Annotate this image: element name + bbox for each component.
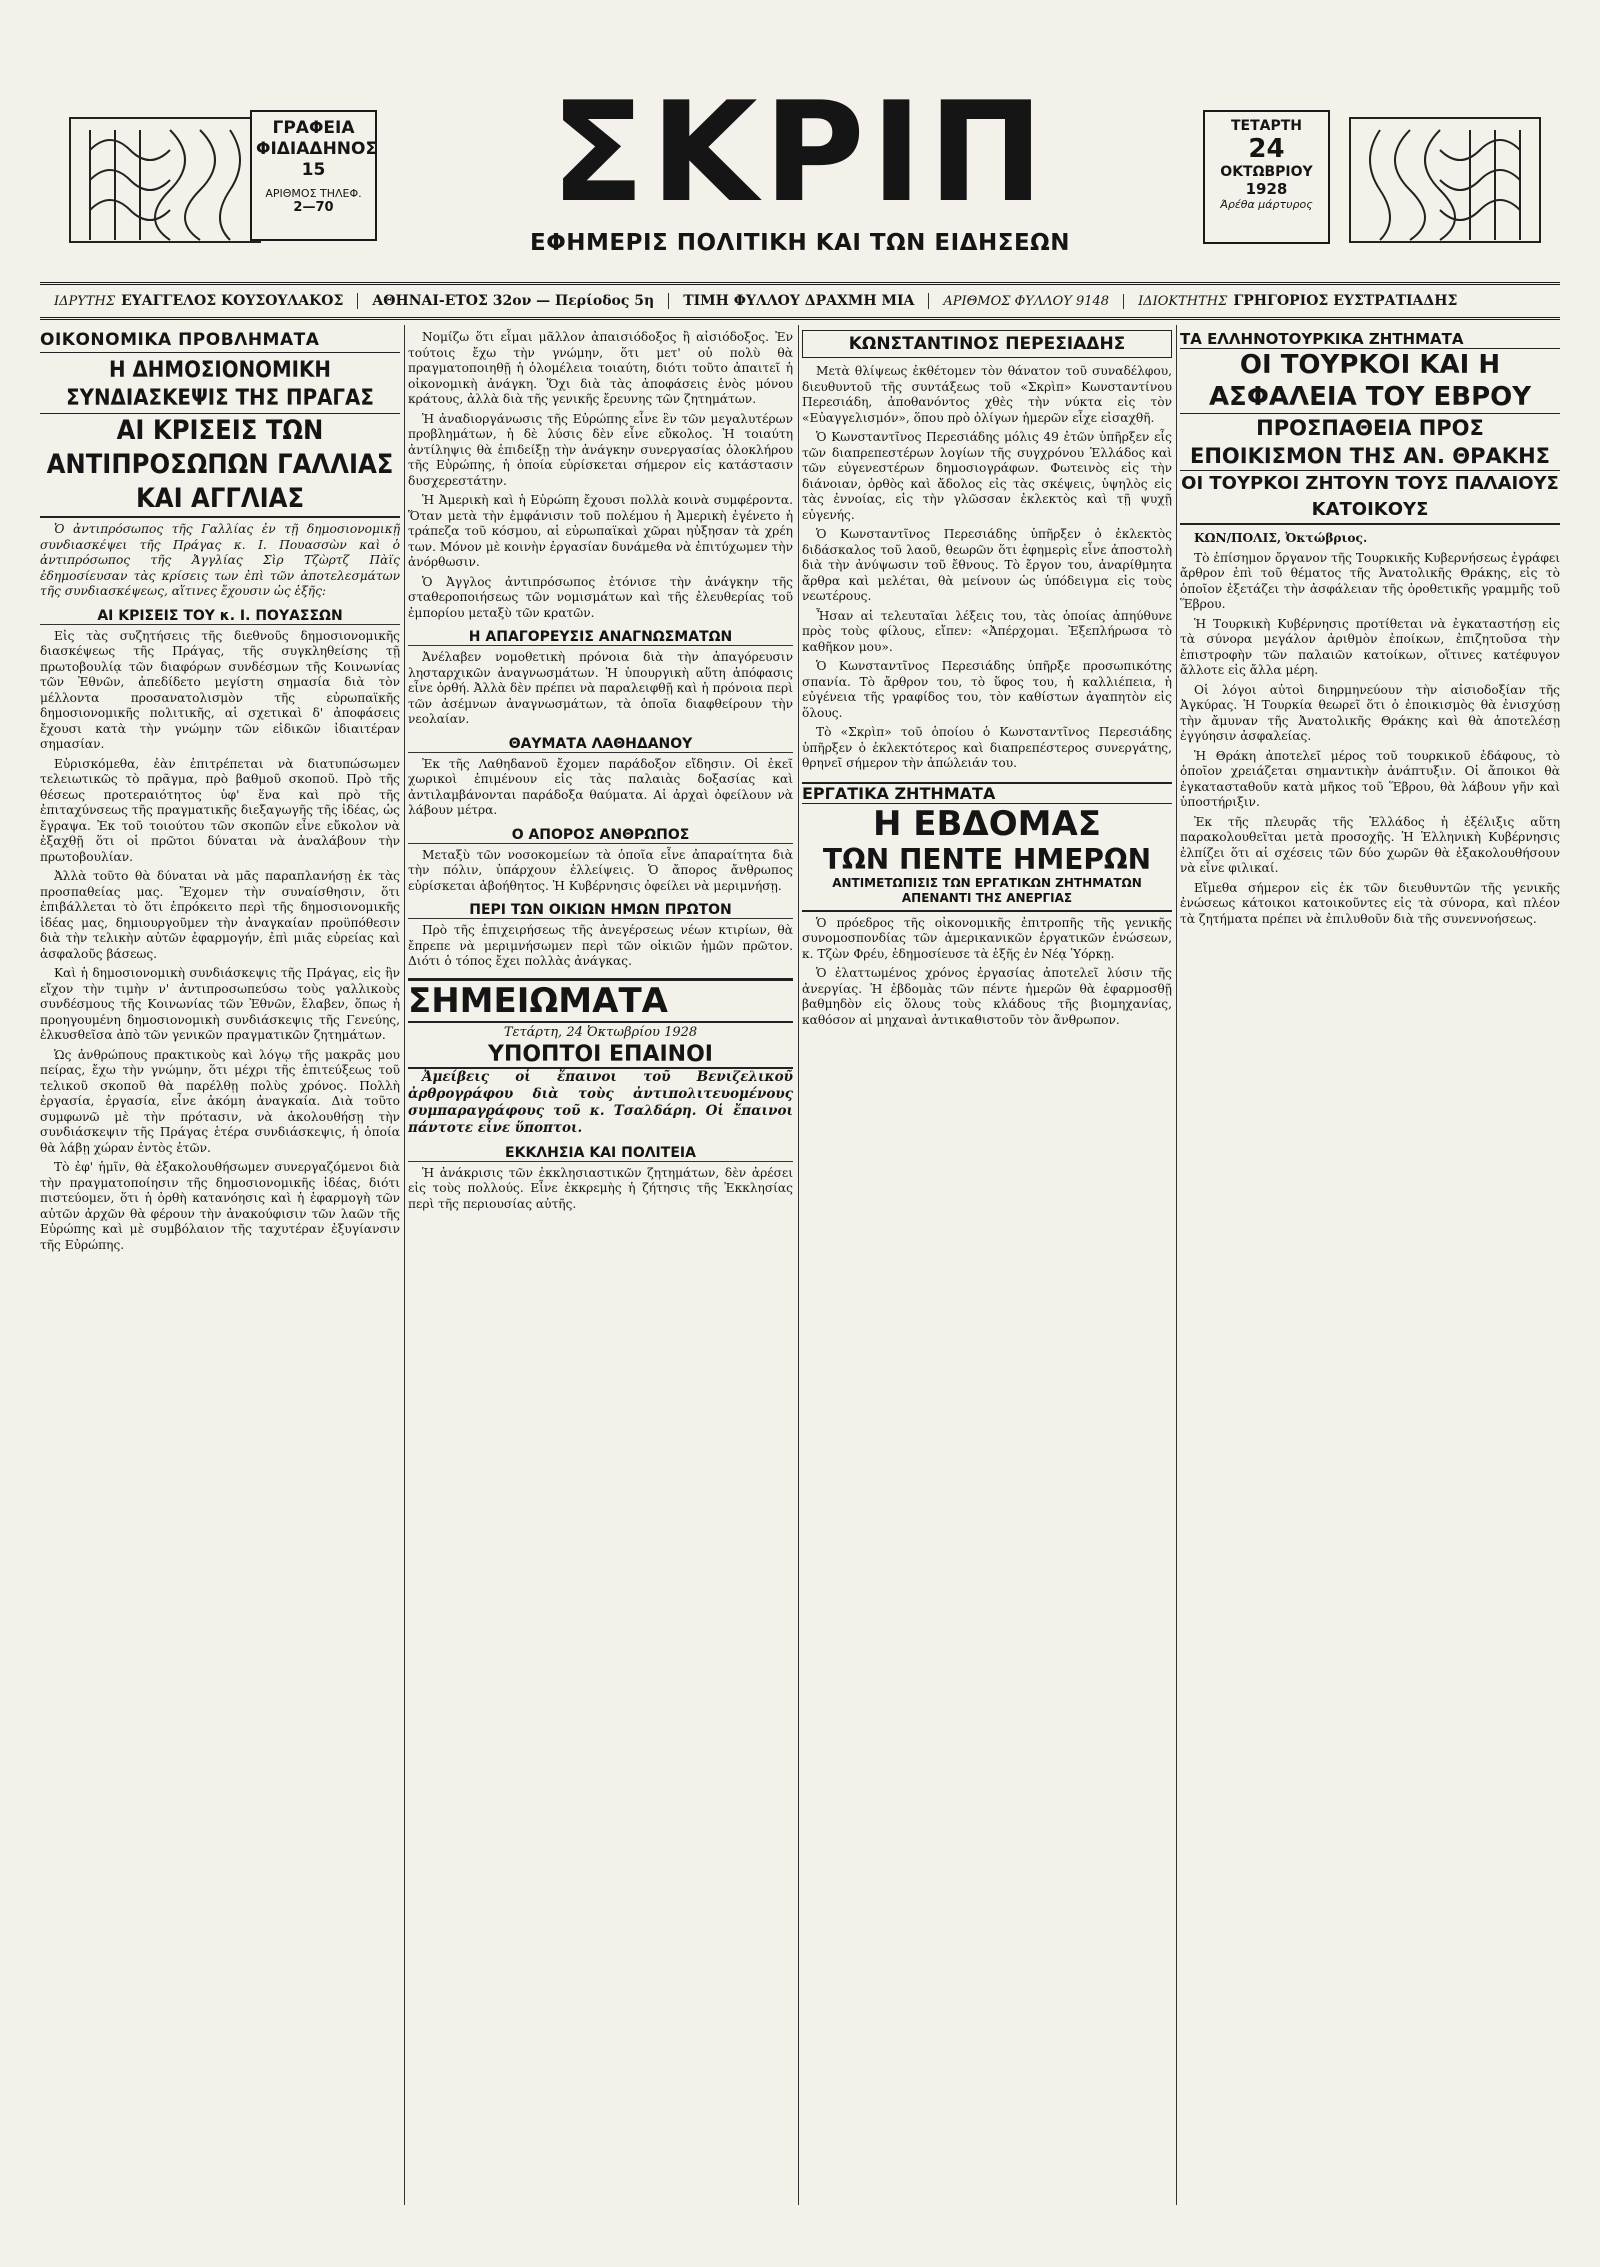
left-ornament-icon [60,110,270,250]
headline: Η ΔΗΜΟΣΙΟΝΟΜΙΚΗ ΣΥΝΔΙΑΣΚΕΨΙΣ ΤΗΣ ΠΡΑΓΑΣ [40,357,400,414]
paragraph: Τὸ ἐφ' ἡμῖν, θὰ ἐξακολουθήσωμεν συνεργαζόμενοι διὰ τὴν πραγματοποίησιν τῆς δημοσιονομικῆς ἰδέας, διότι πιστεύομεν, ὅτι ἡ ὀρθὴ κατανόησις καὶ ἡ ἐφαρμογὴ τῶν αὐτῶν ἀρχῶν θὰ φέρουν τὴν ἀνακούφισιν τῶν λαῶν τῆς Εὐρώπης καὶ μὲ συμβόλαιον τῆς ταχυτέραν ἐξυγίανσιν τῆς Εὐρώπης. [40,1160,400,1252]
paragraph: Ἡ Θράκη ἀποτελεῖ μέρος τοῦ τουρκικοῦ ἐδάφους, τὸ ὁποῖον χρειάζεται σημαντικὴν ἀνάπτυξιν. Οἱ ἄποικοι θὰ ἐγκατασταθοῦν κατὰ μῆκος τοῦ Ἕβρου, θὰ λάβουν γῆν καὶ ὑποστήριξιν. [1180,748,1560,809]
column-divider [798,325,799,2205]
offices-box [250,110,377,241]
section-kicker: ΟΙΚΟΝΟΜΙΚΑ ΠΡΟΒΛΗΜΑΤΑ [40,330,400,353]
month: ΟΚΤΩΒΡΙΟΥ [1220,164,1313,180]
paragraph: Ἐκ τῆς Λαθηδανοῦ ἔχομεν παράδοξον εἴδησιν. Οἱ ἐκεῖ χωρικοὶ ἐπιμένουν εἰς τὰς παλαιὰς δοξασίας καὶ ἀντιλαμβάνονται παράδοξα θαύματα. Αἱ ἀρχαὶ ὀφείλουν νὰ λάβουν μέτρα. [408,756,793,817]
owner [1124,293,1471,309]
paragraph: Ὁ Κωνσταντῖνος Περεσιάδης μόλις 49 ἐτῶν ὑπῆρξεν εἷς τῶν διαπρεπεστέρων λογίων τῆς συγχρόνου Ἑλλάδος καὶ τῶν εὐγενεστέρων δημοσιογράφων. Φωτεινὸς εἰς τὴν διάνοιαν, ὀρθὸς καὶ ἄδολος εἰς τὰς σκέψεις, ὑψηλὸς εἰς τὰς ἐννοίας, εἰς τὴν γλῶσσαν ἐκλεκτὸς καὶ τῇ ψυχῇ εὐγενής. [802,430,1172,522]
paragraph: Ἐκ τῆς πλευρᾶς τῆς Ἑλλάδος ἡ ἐξέλιξις αὕτη παρακολουθεῖται μετὰ προσοχῆς. Ἡ Ἑλληνικὴ Κυβέρνησις ἐλπίζει ὅτι αἱ σχέσεις τῶν δύο χωρῶν θὰ ἐξακολουθήσουν νὰ εἶνε φιλικαί. [1180,814,1560,875]
column-obituary [802,330,1172,1032]
sub-heading: ΑΙ ΚΡΙΣΕΙΣ ΤΟΥ κ. Ι. ΠΟΥΑΣΣΩΝ [40,608,400,625]
article-intro: Ὁ ἀντιπρόσωπος τῆς Γαλλίας ἐν τῇ δημοσιονομικῇ συνδιασκέψει τῆς Πράγας κ. Ι. Πουασσὼν καὶ ὁ ἀντιπρόσωπος τῆς Ἀγγλίας Σὶρ Τζὼρτζ Πὰϊς ἐδημοσίευσαν τὰς κρίσεις των ἐπὶ τῶν ἀποτελεσμάτων τῆς συνδιασκέψεως, αἵτινες ἔχουσιν ὡς ἑξῆς: [40,522,400,598]
headline: ΠΡΟΣΠΑΘΕΙΑ ΠΡΟΣ ΕΠΟΙΚΙΣΜΟΝ ΤΗΣ ΑΝ. ΘΡΑΚΗΣ [1180,414,1560,471]
column-divider [1176,325,1177,2205]
headline: Η ΕΒΔΟΜΑΣ [872,803,1102,844]
sub-heading: Η ΑΠΑΓΟΡΕΥΣΙΣ ΑΝΑΓΝΩΣΜΑΤΩΝ [408,629,793,646]
column-greco-turkish [1180,330,1560,931]
paragraph: Ὁ Κωνσταντῖνος Περεσιάδης ὑπῆρξεν ὁ ἐκλεκτὸς διδάσκαλος τοῦ λαοῦ, θεωρῶν ὅτι ἐφημερὶς εἶνε ἀποστολὴ διὰ τὴν ἀνύψωσιν τοῦ ἔθνους. Τὸ ἔργον του, ἀναρίθμητα ἄρθρα καὶ μελέται, θὰ μείνουν ὡς ὑπόδειγμα εἰς τοὺς νεωτέρους. [802,527,1172,603]
paragraph: Τὸ «Σκρὶπ» τοῦ ὁποίου ὁ Κωνσταντῖνος Περεσιάδης ὑπῆρξεν ὁ ἐκλεκτότερος καὶ διαπρεπέστερος συνεργάτης, θρηνεῖ σήμερον τὴν ἀπώλειάν του. [802,725,1172,770]
newspaper-title: ΣΚΡΙΠ [550,72,1050,233]
sub-heading: ΘΑΥΜΑΤΑ ΛΑΘΗΔΑΝΟΥ [408,736,793,753]
obituary-name: ΚΩΝΣΤΑΝΤΙΝΟΣ ΠΕΡΕΣΙΑΔΗΣ [802,330,1172,358]
paragraph: Ὁ ἐλαττωμένος χρόνος ἐργασίας ἀποτελεῖ λύσιν τῆς ἀνεργίας. Ἡ ἐβδομὰς τῶν πέντε ἡμερῶν θὰ ἐφαρμοσθῇ βαθμηδὸν εἰς ὅλους τοὺς κλάδους τῆς βιομηχανίας, καθόσον αἱ μηχαναὶ ἀντικαθιστοῦν τὸν ἄνθρωπον. [802,966,1172,1027]
sub-heading: Ο ΑΠΟΡΟΣ ΑΝΘΡΩΠΟΣ [408,827,793,844]
paragraph: Ὁ Ἀγγλος ἀντιπρόσωπος ἐτόνισε τὴν ἀνάγκην τῆς σταθεροποιήσεως τῶν νομισμάτων καὶ τῆς ἐλευθερίας τοῦ ἐμπορίου μεταξὺ τῶν κρατῶν. [408,574,793,620]
note-paragraph: Ἀμείβεις οἱ ἔπαινοι τοῦ Βενιζελικοῦ ἀρθρογράφου διὰ τοὺς ἀντιπολιτευομένους συμπαραγράφους τοῦ κ. Τσαλδάρη. Οἱ ἔπαινοι πάντοτε εἶνε ὕποπτοι. [408,1068,793,1136]
paragraph: Ἀνέλαβεν νομοθετικὴ πρόνοια διὰ τὴν ἀπαγόρευσιν λησταρχικῶν ἀναγνωσμάτων. Ἡ ὑπουργικὴ αὕτη ἀπόφασις εἶνε ὀρθή. Ἀλλὰ δὲν πρέπει νὰ παραλειφθῇ καὶ ἡ πρόνοια περὶ τῶν ἀσέμνων ἀναγνωσμάτων, τὰ ὁποῖα διαφθείρουν τὴν νεολαίαν. [408,650,793,726]
offices-label: ΓΡΑΦΕΙΑ [272,118,355,138]
sub-headline: ΑΝΤΙΜΕΤΩΠΙΣΙΣ ΤΩΝ ΕΡΓΑΤΙΚΩΝ ΖΗΤΗΜΑΤΩΝ ΑΠΕΝΑΝΤΙ ΤΗΣ ΑΝΕΡΓΙΑΣ [802,876,1172,912]
note-headline: ΥΠΟΠΤΟΙ ΕΠΑΙΝΟΙ [408,1042,793,1069]
dateline: ΚΩΝ/ΠΟΛΙΣ, Ὀκτώβριος. [1194,531,1368,545]
masthead [30,72,1570,270]
section-kicker: ΤΑ ΕΛΛΗΝΟΤΟΥΡΚΙΚΑ ΖΗΤΗΜΑΤΑ [1180,330,1560,349]
founder-name: ΕΥΑΓΓΕΛΟΣ ΚΟΥΣΟΥΛΑΚΟΣ [121,293,344,309]
paragraph: Ἀλλὰ τοῦτο θὰ δύναται νὰ μᾶς παραπλανήσῃ ἐκ τὰς προσπαθείας μας. Ἔχομεν τὴν συναίσθησιν, ὅτι ἐπιβάλλεται τὸ ὅτι ἐπρόκειτο περὶ τῆς δημοσιονομικῆς ἰδέας μας, δημιουργοῦμεν τὴν ἀναγκαίαν προϋπόθεσιν διὰ τὴν τελικὴν αὐτῶν ἐφαρμογήν, ἐπὶ μιᾶς εὐρείας καὶ ἀσφαλοῦς βάσεως. [40,869,400,961]
info-bar [40,282,1560,320]
founder-label: ΙΔΡΥΤΗΣ [54,294,116,309]
paragraph: Μετὰ θλίψεως ἐκθέτομεν τὸν θάνατον τοῦ συναδέλφου, διευθυντοῦ τῆς συντάξεως τοῦ «Σκρὶπ» Κωνσταντίνου Περεσιάδη, ἀποθανόντος χθὲς τὴν νύκτα εἰς τὸν «Εὐαγγελισμόν», ὅπου πρὸ ὀλίγων ἡμερῶν εἶχε εἰσαχθῆ. [802,364,1172,425]
issue-number: ΑΡΙΘΜΟΣ ΦΥΛΛΟΥ 9148 [929,294,1124,309]
paragraph: Μεταξὺ τῶν νοσοκομείων τὰ ὁποῖα εἶνε ἀπαραίτητα διὰ τὴν πόλιν, ὑπάρχουν ἐλλείψεις. Ὁ ἄπορος ἄνθρωπος εὑρίσκεται ἀβοήθητος. Ἡ Κυβέρνησις ὀφείλει νὰ μεριμνήσῃ. [408,847,793,893]
newspaper-subtitle: ΕΦΗΜΕΡΙΣ ΠΟΛΙΤΙΚΗ ΚΑΙ ΤΩΝ ΕΙΔΗΣΕΩΝ [530,230,1070,256]
paragraph: Πρὸ τῆς ἐπιχειρήσεως τῆς ἀνεγέρσεως νέων κτιρίων, θὰ ἔπρεπε νὰ μεριμνήσωμεν περὶ τῶν οἰκιῶν ἡμῶν πρῶτον. Διότι ὁ τόπος ἔχει πολλὰς ἀνάγκας. [408,923,793,968]
right-ornament-icon [1340,110,1550,250]
paragraph: Εἰς τὰς συζητήσεις τῆς διεθνοῦς δημοσιονομικῆς διασκέψεως τῆς Πράγας, τῆς συγκληθείσης τῇ πρωτοβουλίᾳ τῶν διαφόρων συνδέσμων τῆς Κοινωνίας τῶν Ἐθνῶν, ἀπεδίδετο μεγίστη σημασία διὰ τὸν μέλλοντα προσανατολισμὸν τῆς εὐρωπαϊκῆς δημοσιονομικῆς πολιτικῆς, αἱ σχετικαὶ δ' ἀποφάσεις ἔχουσι κατὰ τὴν γνώμην τῶν εἰδικῶν ἰδιαιτέραν σημασίαν. [40,628,400,751]
paragraph: Ἡ Ἀμερικὴ καὶ ἡ Εὐρώπη ἔχουσι πολλὰ κοινὰ συμφέροντα. Ὅταν μετὰ τὴν ἐμφάνισιν τοῦ πολέμου ἡ Ἀμερικὴ ἐγένετο ἡ τράπεζα τοῦ κόσμου, αἱ εὐρωπαϊκαὶ χῶραι ηὐξησαν τὰ χρέη των. Μόνον μὲ κοινὴν ἐργασίαν δυνάμεθα νὰ ἐπιτύχωμεν τὴν ἀνόρθωσιν. [408,493,793,569]
paragraph: Ὁ Κωνσταντῖνος Περεσιάδης ὑπῆρξε προσωπικότης σπανία. Τὸ ἄρθρον του, τὸ ὕφος του, ἡ καλλιέπεια, ἡ εὐγένεια τῆς γραφίδος του, τὸν καθίστων ἀγαπητὸν εἰς ὅλους. [802,659,1172,720]
paragraph: Ἡ ἀνάκρισις τῶν ἐκκλησιαστικῶν ζητημάτων, δὲν ἀρέσει εἰς τοὺς πολλούς. Εἶνε ἐκκρεμὴς ἡ ζήτησις τῆς Ἐκκλησίας περὶ τῆς περιουσίας αὐτῆς. [408,1165,793,1211]
offices-address: ΦΙΔΙΑΔΗΝΟΣ 15 [256,139,378,180]
column-misc [408,330,793,1216]
paragraph: Ἡ Τουρκικὴ Κυβέρνησις προτίθεται νὰ ἐγκαταστήσῃ εἰς τὰ σύνορα μεγάλον ἀριθμὸν ἐποίκων, ἐπιζητοῦσα τὴν ἐπιστροφὴν τῶν παλαιῶν κατοίκων, οἵτινες κατέφυγον ἄλλοτε εἰς ἄλλα μέρη. [1180,616,1560,677]
price: ΤΙΜΗ ΦΥΛΛΟΥ ΔΡΑΧΜΗ ΜΙΑ [669,293,929,309]
sub-heading: ΠΕΡΙ ΤΩΝ ΟΙΚΙΩΝ ΗΜΩΝ ΠΡΩΤΟΝ [408,902,793,919]
founder [40,293,358,309]
phone-number: 2—70 [293,200,334,215]
paragraph: Εὐρισκόμεθα, ἐὰν ἐπιτρέπεται νὰ διατυπώσωμεν τελειωτικῶς τὸ πρᾶγμα, πρὸ βαθμοῦ σκοποῦ. Πρὸ τῆς θέσεως προτεραιότητος ὑφ' ἕνα καὶ πρὸ τῆς ἐπιταχύνσεως τῆς πραγματικῆς διεξαγωγῆς τῆς ἰδέας, ὡς ἔγραψα. Ἐκ τοῦ τοιούτου τῶν σκοπῶν εἶνε εὔκολον νὰ ἐξαχθῇ ὅτι οἱ πρῶτοι δύναται νὰ ἀναλάβουν τὴν πρωτοβουλίαν. [40,756,400,864]
phone-label: ΑΡΙΘΜΟΣ ΤΗΛΕΦ. [265,187,362,200]
newspaper-page [30,20,1570,2220]
paragraph: Εἴμεθα σήμερον εἰς ἐκ τῶν διευθυντῶν τῆς γενικῆς ἐνώσεως κάτοικοι κατοικοῦντες εἰς τὰ σύνορα, καὶ πλέον τὰ ζητήματα πρέπει νὰ ἐπιλυθοῦν διὰ τῆς συνεννοήσεως. [1180,880,1560,926]
section-kicker: ΕΡΓΑΤΙΚΑ ΖΗΤΗΜΑΤΑ [802,782,1172,804]
paragraph: Οἱ λόγοι αὐτοὶ διηρμηνεύουν τὴν αἰσιοδοξίαν τῆς Ἀγκύρας. Ἡ Τουρκία θεωρεῖ ὅτι ὁ ἐποικισμὸς θὰ ἐνισχύσῃ τὴν ἄμυναν τῆς Ἀνατολικῆς Θράκης καὶ θὰ ἀποτελέσῃ ἐγγύησιν ἀσφαλείας. [1180,682,1560,743]
column-divider [404,325,405,2205]
sub-headline: ΟΙ ΤΟΥΡΚΟΙ ΖΗΤΟΥΝ ΤΟΥΣ ΠΑΛΑΙΟΥΣ ΚΑΤΟΙΚΟΥΣ [1180,471,1560,525]
headline: ΤΩΝ ΠΕΝΤΕ ΗΜΕΡΩΝ [822,842,1152,876]
paragraph: Ἦσαν αἱ τελευταῖαι λέξεις του, τὰς ὁποίας ἀπηύθυνε πρὸς τοὺς φίλους, εἴπεν: «Ἀπέρχομαι. Ἐξεπλήρωσα τὸ καθῆκον μου». [802,608,1172,654]
owner-label: ΙΔΙΟΚΤΗΤΗΣ [1138,294,1228,309]
paragraph: Καὶ ἡ δημοσιονομικὴ συνδιάσκεψις τῆς Πράγας, εἰς ἣν εἴχον τὴν τιμὴν ν' ἀντιπροσωπεύσω τοὺς γαλλικοὺς συνδέσμους τῆς Κοινωνίας τῶν Ἐθνῶν, ἔλαβεν, ὅπως ἡ προηγουμένη δημοσιονομικὴ συνδιάσκεψις τῆς Γενεύης, ἑλκυσθεῖσα ἀπὸ τῶν γενικῶν πραγματικῶν ζητημάτων. [40,966,400,1042]
saint-of-day: Άρέθα μάρτυρος [1220,198,1313,211]
sub-heading: ΕΚΚΛΗΣΙΑ ΚΑΙ ΠΟΛΙΤΕΙΑ [408,1145,793,1162]
headline: ΟΙ ΤΟΥΡΚΟΙ ΚΑΙ Η ΑΣΦΑΛΕΙΑ ΤΟΥ ΕΒΡΟΥ [1180,349,1560,414]
column-economy [40,330,400,1257]
city-year: ΑΘΗΝΑΙ-ΕΤΟΣ 32ον — Περίοδος 5η [358,293,669,309]
paragraph: Τὸ ἐπίσημον ὄργανον τῆς Τουρκικῆς Κυβερνήσεως ἐγράφει ἄρθρον ἐπὶ τοῦ θέματος τῆς Ἀνατολικῆς Θράκης, εἰς τὸ ὁποῖον ἐξετάζει τὴν ἀσφάλειαν τῆς ὀροθετικῆς γραμμῆς τοῦ Ἕβρου. [1180,550,1560,611]
weekday: ΤΕΤΑΡΤΗ [1230,118,1303,134]
date-box [1203,110,1330,244]
notes-date: Τετάρτη, 24 Ὀκτωβρίου 1928 [503,1024,698,1040]
paragraph: Ὁ πρόεδρος τῆς οἰκονομικῆς ἐπιτροπῆς τῆς γενικῆς συνομοσπονδίας τῶν ἀμερικανικῶν ἐργατικῶν ἑνώσεων, κ. Τζὼν Φρέυ, ἐδημοσίευσε τὰ ἑξῆς ἐν Νέᾳ Ὑόρκῃ. [802,915,1172,961]
paragraph: Ὡς ἀνθρώπους πρακτικοὺς καὶ λόγῳ τῆς μακρᾶς μου πείρας, ἔχω τὴν γνώμην, ὅτι μέχρι τῆς ἐπιτεύξεως τοῦ τελικοῦ σκοποῦ θὰ παρέλθῃ πολὺς χρόνος. Πολλὴ ἐργασία, ἐργασία, εἶνε ἀκόμη ἀναγκαία. Διὰ τοῦτο συμφωνῶ μὲ τὴν πρότασιν, νὰ ἀκολουθήσῃ τὴν συνδιάσκεψιν τῆς Πράγας ἑτέρα συνδιάσκεψις, ἡ ὁποία θὰ λάβῃ χώραν ἐντὸς ἐτῶν. [40,1047,400,1155]
owner-name: ΓΡΗΓΟΡΙΟΣ ΕΥΣΤΡΑΤΙΑΔΗΣ [1233,293,1458,309]
paragraph: Νομίζω ὅτι εἶμαι μᾶλλον ἀπαισιόδοξος ἢ αἰσιόδοξος. Ἐν τούτοις ἔχω τὴν γνώμην, ὅτι μετ' οὐ πολὺ θὰ πραγματοποιηθῇ ἡ ὁλομέλεια τοιαύτη, διότι τοῦτο ἀπαιτεῖ ἡ οἰκονομικὴ ἀνάγκη. Ὅχι διὰ τὰς ἀποφάσεις ἑνὸς μόνου κράτους, ἀλλὰ διὰ τῆς γενικῆς ἔρευνης τῶν ζητημάτων. [408,330,793,406]
year: 1928 [1245,180,1288,198]
notes-title: ΣΗΜΕΙΩΜΑΤΑ [408,978,793,1023]
headline: ΑΙ ΚΡΙΣΕΙΣ ΤΩΝ ΑΝΤΙΠΡΟΣΩΠΩΝ ΓΑΛΛΙΑΣ ΚΑΙ ΑΓΓΛΙΑΣ [40,414,400,518]
paragraph: Ἡ ἀναδιοργάνωσις τῆς Εὐρώπης εἶνε ἓν τῶν μεγαλυτέρων προβλημάτων, ἡ δὲ λύσις δὲν εἶνε εὔκολος. Ἡ τοιαύτη ἀντίληψις θὰ ἐπιδείξῃ τὴν ἀνάγκην συνεργασίας ὁλοκλήρου τῆς Εὐρώπης, ἡ ὁποία εὑρίσκεται σήμερον εἰς κατάστασιν δυσχερεστάτην. [408,411,793,488]
date-number: 24 [1248,134,1285,164]
